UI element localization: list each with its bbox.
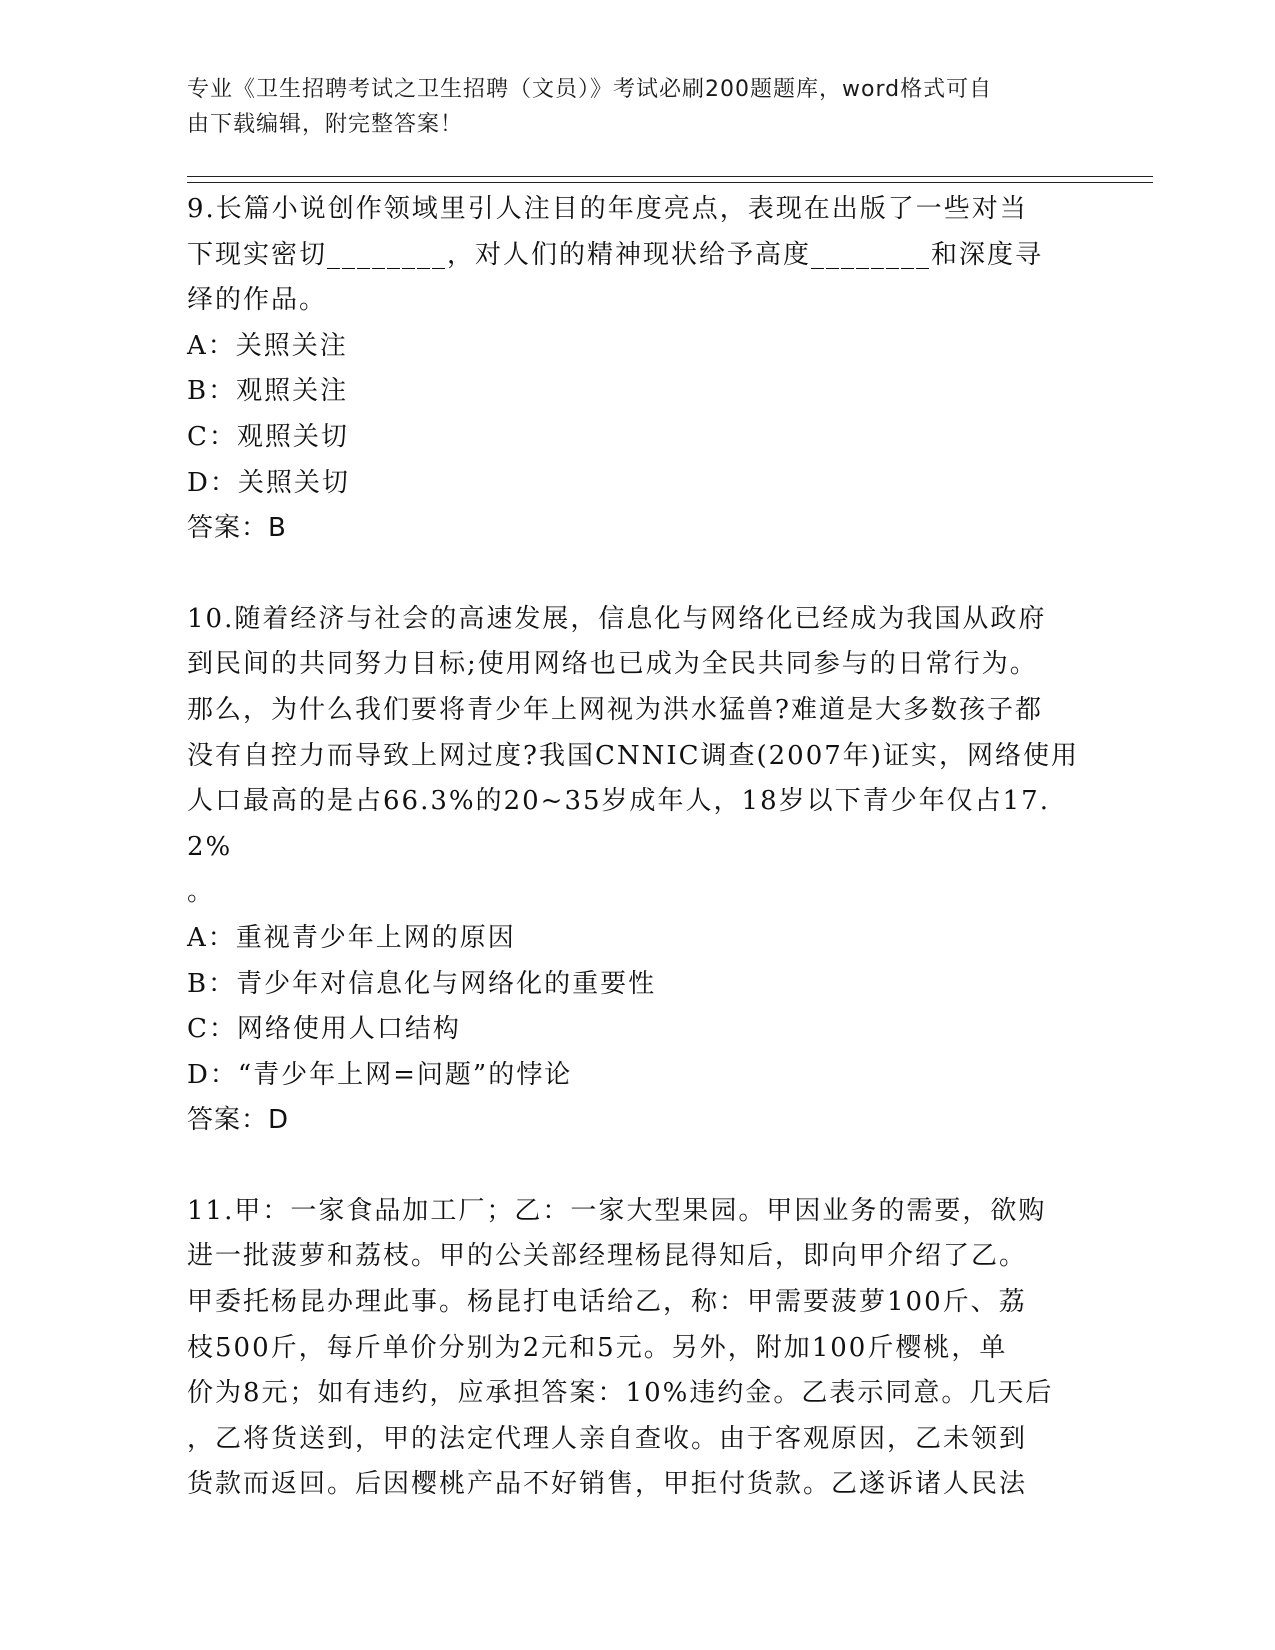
question-line: 。: [187, 877, 216, 908]
spacer: [187, 1144, 1087, 1189]
question-10: [187, 597, 1087, 1144]
option-d: D：关照关切: [187, 467, 350, 498]
question-line: 到民间的共同努力目标;使用网络也已成为全民共同参与的日常行为。: [187, 649, 1038, 680]
option-a: A：重视青少年上网的原因: [187, 922, 516, 953]
question-11: [187, 1189, 1087, 1508]
question-line: 没有自控力而导致上网过度?我国CNNIC调查(2007年)证实，网络使用: [187, 740, 1079, 771]
option-c: C：观照关切: [187, 421, 349, 452]
answer: 答案：B: [187, 513, 287, 544]
question-line: 那么，为什么我们要将青少年上网视为洪水猛兽?难道是大多数孩子都: [187, 694, 1043, 725]
question-line: 进一批菠萝和荔枝。甲的公关部经理杨昆得知后，即向甲介绍了乙。: [187, 1241, 1028, 1272]
question-line: 9.长篇小说创作领域里引人注目的年度亮点，表现在出版了一些对当: [187, 194, 1028, 224]
question-list: [187, 187, 1087, 1508]
question-line: 下现实密切________，对人们的精神现状给予高度________和深度寻: [187, 239, 1044, 270]
header-line-2: 由下载编辑，附完整答案！: [187, 112, 464, 137]
option-b: B：观照关注: [187, 376, 349, 407]
option-c: C：网络使用人口结构: [187, 1014, 461, 1045]
question-line: 绎的作品。: [187, 285, 328, 316]
question-line: 甲委托杨昆办理此事。杨昆打电话给乙，称：甲需要菠萝100斤、荔: [187, 1287, 1027, 1318]
question-line: 10.随着经济与社会的高速发展，信息化与网络化已经成为我国从政府: [187, 603, 1047, 634]
question-9: [187, 187, 1087, 552]
header-divider-bottom: [187, 182, 1153, 183]
header-divider-top: [187, 176, 1153, 177]
question-line: 人口最高的是占66.3%的20~35岁成年人，18岁以下青少年仅占17.2%: [187, 786, 1050, 862]
question-line: 枝500斤，每斤单价分别为2元和5元。另外，附加100斤樱桃，单: [187, 1332, 1008, 1363]
answer: 答案：D: [187, 1105, 290, 1136]
question-line: ，乙将货送到，甲的法定代理人亲自查收。由于客观原因，乙未领到: [187, 1423, 1028, 1454]
question-line: 11.甲：一家食品加工厂；乙：一家大型果园。甲因业务的需要，欲购: [187, 1195, 1047, 1226]
spacer: [187, 552, 1087, 597]
option-d: D：“青少年上网=问题”的悖论: [187, 1059, 573, 1090]
question-line: 货款而返回。后因樱桃产品不好销售，甲拒付货款。乙遂诉诸人民法: [187, 1469, 1028, 1500]
option-b: B：青少年对信息化与网络化的重要性: [187, 968, 657, 999]
header-line-1: 专业《卫生招聘考试之卫生招聘（文员）》考试必刷200题题库，word格式可自: [187, 77, 993, 102]
document-header: [187, 72, 1067, 142]
question-line: 价为8元；如有违约，应承担答案：10%违约金。乙表示同意。几天后: [187, 1378, 1054, 1409]
option-a: A：关照关注: [187, 330, 348, 361]
